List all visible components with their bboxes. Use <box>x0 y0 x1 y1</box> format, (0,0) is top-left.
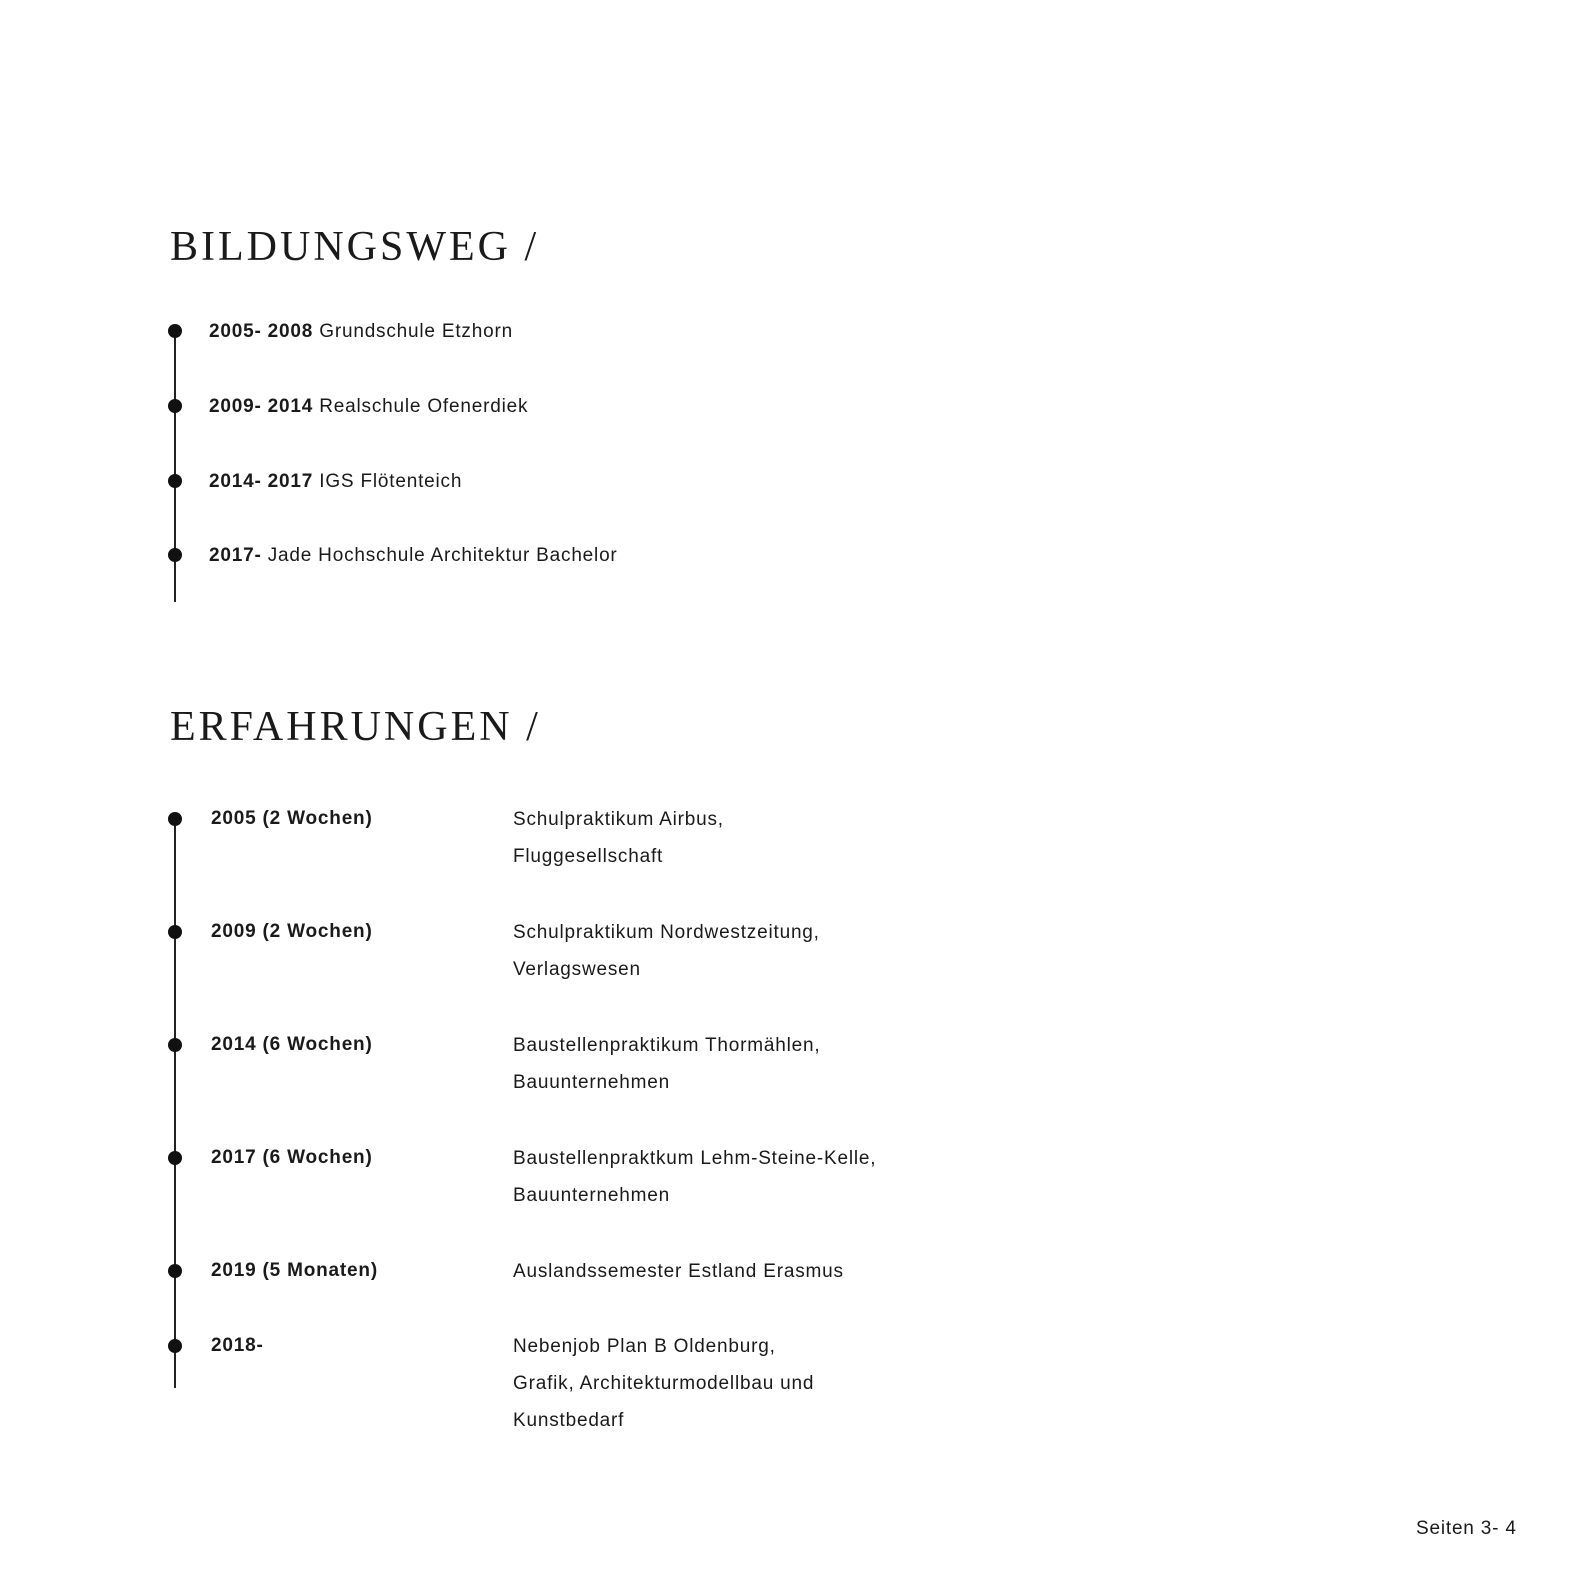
experience-description <box>513 1328 814 1439</box>
timeline-dot <box>168 324 182 338</box>
experience-line: Baustellenpraktikum Thormählen, <box>513 1035 821 1056</box>
experience-period: 2014 (6 Wochen) <box>211 1034 373 1055</box>
timeline-dot <box>168 1038 182 1052</box>
education-label: IGS Flötenteich <box>319 471 463 492</box>
experience-line: Grafik, Architekturmodellbau und <box>513 1373 815 1394</box>
experience-line: Auslandssemester Estland Erasmus <box>513 1261 844 1282</box>
education-years: 2014- 2017 <box>209 471 314 492</box>
experience-line: Bauunternehmen <box>513 1185 670 1206</box>
education-years: 2017- <box>209 545 262 566</box>
section-title-erfahrungen: ERFAHRUNGEN / <box>170 704 541 750</box>
timeline-dot <box>168 812 182 826</box>
experience-line: Nebenjob Plan B Oldenburg, <box>513 1336 776 1357</box>
experience-description <box>513 1027 820 1101</box>
timeline-dot <box>168 548 182 562</box>
experience-period: 2009 (2 Wochen) <box>211 921 373 942</box>
timeline-dot <box>168 1264 182 1278</box>
experience-line: Verlagswesen <box>513 959 641 980</box>
education-label: Jade Hochschule Architektur Bachelor <box>267 545 618 566</box>
experience-description <box>513 1140 876 1214</box>
timeline-dot <box>168 925 182 939</box>
experience-line: Bauunternehmen <box>513 1072 670 1093</box>
experience-description <box>513 1253 844 1290</box>
education-years: 2005- 2008 <box>209 321 314 342</box>
experience-period: 2019 (5 Monaten) <box>211 1260 378 1281</box>
timeline-dot <box>168 1339 182 1353</box>
education-item <box>209 470 462 494</box>
experience-description <box>513 914 820 988</box>
section-title-bildungsweg: BILDUNGSWEG / <box>170 224 540 270</box>
education-item <box>209 544 618 568</box>
page-number: Seiten 3- 4 <box>1416 1518 1517 1539</box>
experience-period: 2005 (2 Wochen) <box>211 808 373 829</box>
experience-line: Schulpraktikum Airbus, <box>513 809 724 830</box>
timeline-dot <box>168 474 182 488</box>
experience-line: Fluggesellschaft <box>513 846 664 867</box>
education-label: Realschule Ofenerdiek <box>319 396 529 417</box>
experience-period: 2017 (6 Wochen) <box>211 1147 373 1168</box>
experience-line: Kunstbedarf <box>513 1410 625 1431</box>
experience-description <box>513 801 724 875</box>
experience-line: Baustellenpraktkum Lehm-Steine-Kelle, <box>513 1148 877 1169</box>
education-item <box>209 395 528 419</box>
experience-period: 2018- <box>211 1335 264 1356</box>
timeline-dot <box>168 399 182 413</box>
education-years: 2009- 2014 <box>209 396 314 417</box>
education-label: Grundschule Etzhorn <box>319 321 513 342</box>
experience-line: Schulpraktikum Nordwestzeitung, <box>513 922 820 943</box>
timeline-line-erfahrungen <box>174 818 176 1388</box>
education-item <box>209 320 513 344</box>
timeline-dot <box>168 1151 182 1165</box>
